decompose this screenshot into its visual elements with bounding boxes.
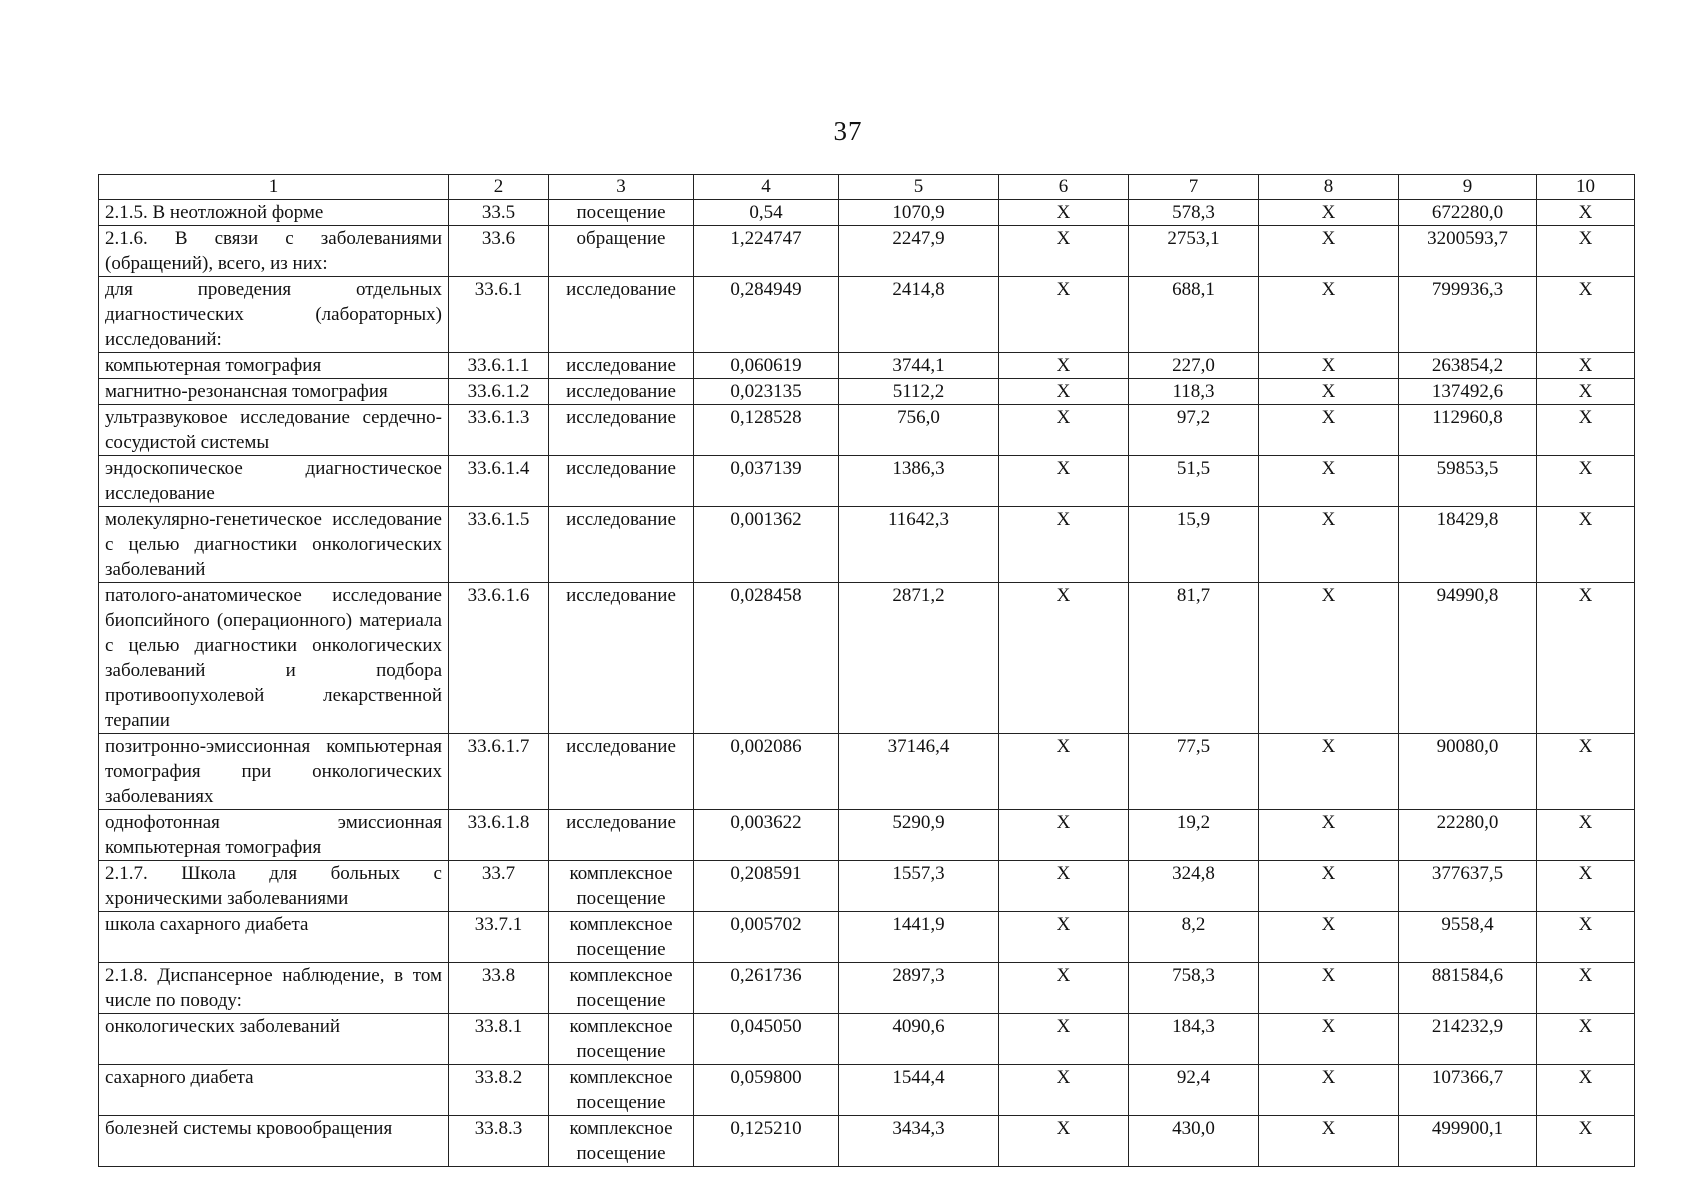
row-col-7: 51,5 [1129,456,1259,507]
row-col-5: 2871,2 [839,583,999,734]
row-col-8: X [1259,277,1399,353]
row-col-10: X [1537,1065,1635,1116]
row-col-10: X [1537,379,1635,405]
row-description: магнитно-резонансная томография [99,379,449,405]
row-col-8: X [1259,1014,1399,1065]
row-col-5: 2897,3 [839,963,999,1014]
row-col-9: 672280,0 [1399,200,1537,226]
row-col-6: X [999,912,1129,963]
row-description: однофотонная эмиссионная компьютерная томография [99,810,449,861]
row-code: 33.8.2 [449,1065,549,1116]
row-description: онкологических заболеваний [99,1014,449,1065]
row-col-5: 4090,6 [839,1014,999,1065]
row-col-7: 227,0 [1129,353,1259,379]
row-col-4: 0,54 [694,200,839,226]
row-col-6: X [999,226,1129,277]
row-col-8: X [1259,405,1399,456]
row-col-6: X [999,861,1129,912]
row-unit: исследование [549,277,694,353]
row-description: молекулярно-генетическое исследование с целью диагностики онкологических заболеваний [99,507,449,583]
row-description: 2.1.7. Школа для больных с хроническими заболеваниями [99,861,449,912]
row-col-7: 688,1 [1129,277,1259,353]
row-col-8: X [1259,1116,1399,1167]
row-col-9: 3200593,7 [1399,226,1537,277]
page-number: 37 [833,116,863,146]
row-col-7: 184,3 [1129,1014,1259,1065]
row-code: 33.8 [449,963,549,1014]
row-description: эндоскопическое диагностическое исследование [99,456,449,507]
row-col-5: 1544,4 [839,1065,999,1116]
table-row [99,583,1635,734]
row-code: 33.7.1 [449,912,549,963]
row-col-4: 0,060619 [694,353,839,379]
row-col-5: 1441,9 [839,912,999,963]
row-code: 33.5 [449,200,549,226]
row-col-4: 1,224747 [694,226,839,277]
row-col-10: X [1537,810,1635,861]
row-description: 2.1.5. В неотложной форме [99,200,449,226]
row-col-6: X [999,963,1129,1014]
row-unit: комплексное посещение [549,1116,694,1167]
row-col-4: 0,045050 [694,1014,839,1065]
row-col-10: X [1537,353,1635,379]
row-description: 2.1.8. Диспансерное наблюдение, в том числе по поводу: [99,963,449,1014]
row-col-7: 19,2 [1129,810,1259,861]
row-col-8: X [1259,226,1399,277]
header-cell: 5 [839,175,999,200]
row-description: компьютерная томография [99,353,449,379]
row-col-4: 0,284949 [694,277,839,353]
row-col-9: 499900,1 [1399,1116,1537,1167]
table-row [99,379,1635,405]
row-code: 33.6.1 [449,277,549,353]
row-col-10: X [1537,912,1635,963]
header-row [99,175,1635,200]
row-col-5: 2247,9 [839,226,999,277]
row-col-9: 18429,8 [1399,507,1537,583]
row-col-8: X [1259,456,1399,507]
row-description: ультразвуковое исследование сердечно-сосудистой системы [99,405,449,456]
table-row [99,963,1635,1014]
row-col-5: 5290,9 [839,810,999,861]
row-col-10: X [1537,507,1635,583]
row-col-6: X [999,405,1129,456]
row-col-5: 1386,3 [839,456,999,507]
row-col-9: 377637,5 [1399,861,1537,912]
row-col-9: 263854,2 [1399,353,1537,379]
row-col-8: X [1259,507,1399,583]
row-col-6: X [999,379,1129,405]
row-unit: исследование [549,810,694,861]
row-unit: обращение [549,226,694,277]
row-col-10: X [1537,277,1635,353]
row-col-8: X [1259,810,1399,861]
row-col-8: X [1259,912,1399,963]
row-col-7: 77,5 [1129,734,1259,810]
row-col-6: X [999,734,1129,810]
row-col-5: 756,0 [839,405,999,456]
row-col-4: 0,005702 [694,912,839,963]
row-col-7: 578,3 [1129,200,1259,226]
row-col-9: 107366,7 [1399,1065,1537,1116]
header-cell: 9 [1399,175,1537,200]
row-unit: комплексное посещение [549,912,694,963]
row-col-4: 0,002086 [694,734,839,810]
table-row [99,226,1635,277]
row-col-9: 881584,6 [1399,963,1537,1014]
row-col-6: X [999,810,1129,861]
row-code: 33.6.1.7 [449,734,549,810]
row-col-10: X [1537,405,1635,456]
row-unit: исследование [549,507,694,583]
row-col-9: 90080,0 [1399,734,1537,810]
row-col-4: 0,261736 [694,963,839,1014]
table-row [99,1014,1635,1065]
row-col-6: X [999,277,1129,353]
row-col-6: X [999,456,1129,507]
row-col-7: 97,2 [1129,405,1259,456]
row-col-9: 94990,8 [1399,583,1537,734]
row-col-5: 5112,2 [839,379,999,405]
row-unit: исследование [549,379,694,405]
table-row [99,353,1635,379]
row-unit: исследование [549,583,694,734]
row-unit: исследование [549,405,694,456]
row-description: школа сахарного диабета [99,912,449,963]
row-col-4: 0,037139 [694,456,839,507]
row-code: 33.7 [449,861,549,912]
row-col-7: 15,9 [1129,507,1259,583]
row-code: 33.6.1.3 [449,405,549,456]
row-col-10: X [1537,861,1635,912]
row-col-8: X [1259,379,1399,405]
row-description: сахарного диабета [99,1065,449,1116]
row-col-7: 8,2 [1129,912,1259,963]
table-row [99,734,1635,810]
row-col-5: 2414,8 [839,277,999,353]
table-row [99,405,1635,456]
row-col-10: X [1537,963,1635,1014]
row-col-9: 137492,6 [1399,379,1537,405]
row-col-4: 0,128528 [694,405,839,456]
table-row [99,200,1635,226]
row-description: патолого-анатомическое исследование биопсийного (операционного) материала с целью диагностики онкологических заболеваний и подбора противоопухолевой лекарственной терапии [99,583,449,734]
row-description: для проведения отдельных диагностических (лабораторных) исследований: [99,277,449,353]
data-table [98,174,1635,1167]
row-col-6: X [999,1116,1129,1167]
row-col-4: 0,125210 [694,1116,839,1167]
row-code: 33.6 [449,226,549,277]
row-col-6: X [999,583,1129,734]
row-unit: комплексное посещение [549,963,694,1014]
row-col-9: 799936,3 [1399,277,1537,353]
row-unit: исследование [549,456,694,507]
row-col-4: 0,003622 [694,810,839,861]
row-col-5: 1070,9 [839,200,999,226]
row-col-6: X [999,1065,1129,1116]
row-col-8: X [1259,861,1399,912]
row-col-10: X [1537,734,1635,810]
row-col-5: 3744,1 [839,353,999,379]
header-cell: 4 [694,175,839,200]
row-col-7: 92,4 [1129,1065,1259,1116]
row-code: 33.6.1.4 [449,456,549,507]
row-col-8: X [1259,583,1399,734]
table-row [99,861,1635,912]
row-col-9: 214232,9 [1399,1014,1537,1065]
row-col-8: X [1259,1065,1399,1116]
row-col-4: 0,208591 [694,861,839,912]
table-row [99,912,1635,963]
row-description: болезней системы кровообращения [99,1116,449,1167]
table-row [99,277,1635,353]
row-col-7: 2753,1 [1129,226,1259,277]
row-col-7: 430,0 [1129,1116,1259,1167]
row-col-4: 0,001362 [694,507,839,583]
header-cell: 7 [1129,175,1259,200]
row-col-10: X [1537,1014,1635,1065]
row-col-5: 1557,3 [839,861,999,912]
row-col-6: X [999,507,1129,583]
header-cell: 10 [1537,175,1635,200]
row-col-9: 22280,0 [1399,810,1537,861]
row-col-10: X [1537,456,1635,507]
row-col-5: 37146,4 [839,734,999,810]
row-col-8: X [1259,734,1399,810]
row-unit: исследование [549,353,694,379]
row-col-4: 0,023135 [694,379,839,405]
row-col-10: X [1537,1116,1635,1167]
row-unit: исследование [549,734,694,810]
row-code: 33.6.1.1 [449,353,549,379]
row-col-9: 59853,5 [1399,456,1537,507]
row-code: 33.6.1.6 [449,583,549,734]
row-code: 33.8.3 [449,1116,549,1167]
row-description: позитронно-эмиссионная компьютерная томография при онкологических заболеваниях [99,734,449,810]
row-unit: посещение [549,200,694,226]
row-code: 33.8.1 [449,1014,549,1065]
row-col-10: X [1537,200,1635,226]
row-col-5: 3434,3 [839,1116,999,1167]
row-col-8: X [1259,963,1399,1014]
header-cell: 2 [449,175,549,200]
table-row [99,1065,1635,1116]
header-cell: 8 [1259,175,1399,200]
row-unit: комплексное посещение [549,1014,694,1065]
header-cell: 1 [99,175,449,200]
row-unit: комплексное посещение [549,861,694,912]
row-code: 33.6.1.8 [449,810,549,861]
row-col-7: 118,3 [1129,379,1259,405]
row-col-8: X [1259,200,1399,226]
row-unit: комплексное посещение [549,1065,694,1116]
row-col-4: 0,059800 [694,1065,839,1116]
row-col-10: X [1537,226,1635,277]
row-col-4: 0,028458 [694,583,839,734]
row-col-6: X [999,353,1129,379]
row-col-5: 11642,3 [839,507,999,583]
row-code: 33.6.1.5 [449,507,549,583]
row-col-8: X [1259,353,1399,379]
table-row [99,507,1635,583]
table-row [99,456,1635,507]
row-code: 33.6.1.2 [449,379,549,405]
header-cell: 3 [549,175,694,200]
row-col-7: 758,3 [1129,963,1259,1014]
row-col-6: X [999,200,1129,226]
row-description: 2.1.6. В связи с заболеваниями (обращений), всего, из них: [99,226,449,277]
header-cell: 6 [999,175,1129,200]
row-col-9: 112960,8 [1399,405,1537,456]
row-col-7: 324,8 [1129,861,1259,912]
row-col-10: X [1537,583,1635,734]
table-row [99,810,1635,861]
row-col-6: X [999,1014,1129,1065]
table-row [99,1116,1635,1167]
row-col-7: 81,7 [1129,583,1259,734]
row-col-9: 9558,4 [1399,912,1537,963]
